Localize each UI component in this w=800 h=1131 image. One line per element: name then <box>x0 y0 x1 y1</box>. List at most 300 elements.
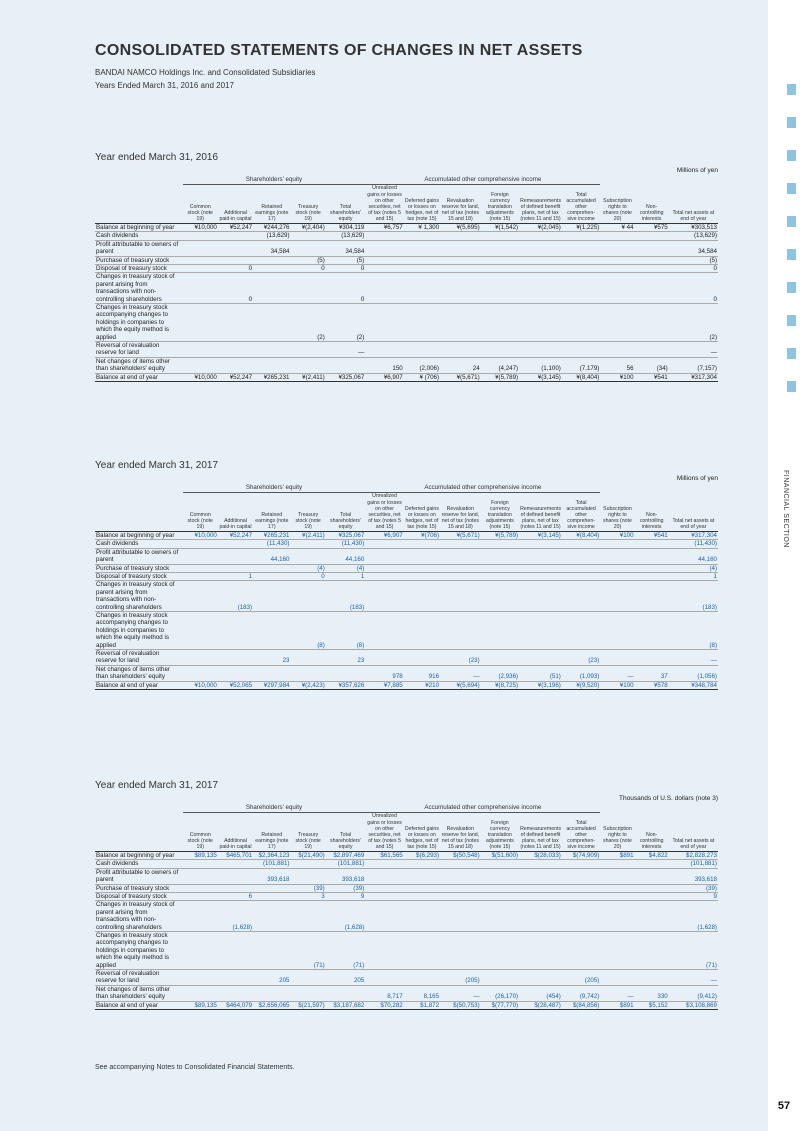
table-cell <box>253 357 290 373</box>
table-cell: $(51,600) <box>481 851 519 859</box>
table-cell: $891 <box>600 851 634 859</box>
column-header: Additional paid-in capital <box>219 209 252 222</box>
table-cell: (71) <box>669 932 718 970</box>
section-tabs <box>787 84 796 414</box>
table-cell <box>218 548 253 564</box>
table-cell: ¥52,247 <box>218 531 253 539</box>
column-header: Remeasurements of defined benefit plans, net of tax (notes 11 and 15) <box>520 825 562 850</box>
column-header: Total net assets at end of year <box>672 209 715 222</box>
section-tab[interactable] <box>787 216 796 227</box>
table-cell: ¥(8,404) <box>562 531 601 539</box>
column-header: Subscription rights to shares (note 20) <box>603 825 632 850</box>
table-cell: ¥(2,404) <box>291 223 326 231</box>
row-label: Purchase of treasury stock <box>95 884 183 892</box>
table-cell <box>365 232 403 240</box>
group-header-shareholders-equity: Shareholders' equity <box>183 804 366 813</box>
table-cell: ¥ 1,300 <box>404 223 440 231</box>
table-cell: (183) <box>669 581 718 612</box>
table-cell <box>519 342 562 358</box>
table-cell <box>481 548 519 564</box>
row-label: Reversal of revaluation reserve for land <box>95 650 183 666</box>
column-header: Non-controlling interests <box>639 203 664 222</box>
table-cell <box>253 265 290 273</box>
row-label: Reversal of revaluation reserve for land <box>95 970 183 986</box>
table-cell: 23 <box>326 650 366 666</box>
table-cell: ¥(5,671) <box>440 373 481 381</box>
table-cell <box>218 357 253 373</box>
table-row <box>95 564 718 572</box>
table-cell <box>440 540 481 548</box>
table-cell <box>291 985 326 1001</box>
table-cell <box>635 860 669 868</box>
table-cell: — <box>440 665 481 681</box>
table-cell <box>440 884 481 892</box>
table-cell <box>562 860 601 868</box>
table-cell <box>600 868 634 884</box>
column-header: Foreign currency translation adjustments (note 15) <box>485 819 514 850</box>
section-tab[interactable] <box>787 150 796 161</box>
table-cell <box>183 884 218 892</box>
table-cell: $(28,487) <box>519 1001 562 1009</box>
table-cell: ¥(5,671) <box>440 531 481 539</box>
table-cell <box>365 650 403 666</box>
row-label: Purchase of treasury stock <box>95 564 183 572</box>
table-cell <box>326 985 366 1001</box>
table-row <box>95 273 718 304</box>
table-cell <box>365 540 403 548</box>
table-cell <box>218 564 253 572</box>
table-cell: (34) <box>635 357 669 373</box>
table-cell <box>519 573 562 581</box>
row-label: Purchase of treasury stock <box>95 256 183 264</box>
table-cell: 0 <box>291 265 326 273</box>
table-cell <box>519 650 562 666</box>
table-cell <box>404 256 440 264</box>
table-cell <box>218 256 253 264</box>
table-cell: 1 <box>218 573 253 581</box>
table-cell <box>365 304 403 342</box>
table-cell <box>519 304 562 342</box>
table-cell <box>291 342 326 358</box>
table-cell: 37 <box>635 665 669 681</box>
row-label: Profit attributable to owners of parent <box>95 548 183 564</box>
table-cell <box>519 265 562 273</box>
table-cell: (5) <box>326 256 366 264</box>
table-cell: (51) <box>519 665 562 681</box>
page-title: CONSOLIDATED STATEMENTS OF CHANGES IN NET ASSETS <box>95 42 583 59</box>
table-cell <box>404 342 440 358</box>
table-cell: ¥10,000 <box>183 373 218 381</box>
table-cell <box>481 612 519 650</box>
table-cell <box>440 564 481 572</box>
table-cell: (26,170) <box>481 985 519 1001</box>
table-cell: 0 <box>218 265 253 273</box>
row-label: Disposal of treasury stock <box>95 893 183 901</box>
table-cell: 44,160 <box>326 548 366 564</box>
table-cell <box>183 357 218 373</box>
table-cell <box>404 581 440 612</box>
table-cell <box>291 540 326 548</box>
table-cell <box>600 932 634 970</box>
section-tab[interactable] <box>787 84 796 95</box>
table-cell <box>253 581 290 612</box>
table-cell <box>365 860 403 868</box>
section-tab[interactable] <box>787 282 796 293</box>
table-cell: 23 <box>253 650 290 666</box>
table-cell <box>183 860 218 868</box>
table-cell <box>365 573 403 581</box>
table-cell: (2,006) <box>404 357 440 373</box>
table-row <box>95 612 718 650</box>
table-cell <box>183 540 218 548</box>
table-cell: 34,584 <box>326 240 366 256</box>
table-cell <box>600 650 634 666</box>
table-cell <box>291 860 326 868</box>
table-cell <box>481 970 519 986</box>
column-header: Total accumulated other comprehen-sive income <box>566 819 596 850</box>
table-cell: ¥52,065 <box>218 681 253 689</box>
table-row <box>95 581 718 612</box>
table-cell <box>404 240 440 256</box>
table-cell: (101,881) <box>326 860 366 868</box>
table-cell <box>253 573 290 581</box>
table-cell <box>404 860 440 868</box>
table-cell <box>635 304 669 342</box>
table-cell: ¥10,000 <box>183 223 218 231</box>
table-cell <box>218 860 253 868</box>
table-cell <box>253 893 290 901</box>
table-cell <box>519 901 562 932</box>
table-cell <box>635 970 669 986</box>
table-cell: 1 <box>669 573 718 581</box>
table-cell <box>519 893 562 901</box>
table-cell: (205) <box>440 970 481 986</box>
table-row <box>95 531 718 539</box>
table-cell: 393,618 <box>669 868 718 884</box>
column-header: Unrealized gains or losses on other securities, net of tax (notes 5 and 15) <box>367 185 402 222</box>
table-cell <box>600 232 634 240</box>
table-cell <box>600 540 634 548</box>
table-cell <box>440 240 481 256</box>
table-cell: ¥575 <box>635 223 669 231</box>
table-cell <box>253 256 290 264</box>
table-cell <box>635 581 669 612</box>
table-row <box>95 985 718 1001</box>
column-header: Subscription rights to shares (note 20) <box>603 197 632 222</box>
table-cell: ¥(2,411) <box>291 531 326 539</box>
table-row <box>95 256 718 264</box>
table-cell <box>440 860 481 868</box>
table-row <box>95 265 718 273</box>
table-cell <box>519 970 562 986</box>
table-cell: (8) <box>291 612 326 650</box>
table-cell <box>481 573 519 581</box>
table-cell: (13,629) <box>253 232 290 240</box>
table-cell: (454) <box>519 985 562 1001</box>
table-cell <box>600 240 634 256</box>
table-cell <box>562 540 601 548</box>
table-cell <box>365 256 403 264</box>
table-cell <box>635 540 669 548</box>
column-header: Deferred gains or losses on hedges, net of tax (note 15) <box>404 825 439 850</box>
table-cell <box>519 612 562 650</box>
table-cell <box>635 232 669 240</box>
table-cell <box>519 860 562 868</box>
section-tab[interactable] <box>787 315 796 326</box>
table-cell: (13,629) <box>326 232 366 240</box>
column-header: Retained earnings (note 17) <box>255 511 289 530</box>
table-row <box>95 240 718 256</box>
table-cell <box>562 304 601 342</box>
table-cell <box>481 265 519 273</box>
table-cell: ¥6,907 <box>365 373 403 381</box>
table-cell <box>365 884 403 892</box>
column-header: Treasury stock (note 19) <box>295 831 321 850</box>
column-header: Subscription rights to shares (note 20) <box>603 505 632 530</box>
table-cell <box>562 868 601 884</box>
row-label: Net changes of items other than shareholders' equity <box>95 985 183 1001</box>
table-cell: 44,160 <box>253 548 290 564</box>
table-cell <box>365 893 403 901</box>
column-header: Treasury stock (note 19) <box>295 203 321 222</box>
table-cell <box>519 884 562 892</box>
table-cell: 0 <box>291 573 326 581</box>
table-cell <box>291 232 326 240</box>
table-cell: ¥100 <box>600 373 634 381</box>
table-cell <box>183 612 218 650</box>
table-cell <box>404 232 440 240</box>
table-cell: $3,108,869 <box>669 1001 718 1009</box>
table-cell <box>183 985 218 1001</box>
table-cell: 34,584 <box>669 240 718 256</box>
section-tab[interactable] <box>787 183 796 194</box>
table-cell <box>440 901 481 932</box>
table-cell <box>404 564 440 572</box>
table-cell: ¥578 <box>635 681 669 689</box>
table-cell <box>562 612 601 650</box>
table-cell <box>440 342 481 358</box>
table-cell: $70,282 <box>365 1001 403 1009</box>
table-cell: ¥(8,404) <box>562 373 601 381</box>
table-cell <box>481 901 519 932</box>
section-tab[interactable] <box>787 381 796 392</box>
statement-section <box>95 152 718 382</box>
table-cell: (4) <box>669 564 718 572</box>
table-cell <box>635 884 669 892</box>
table-cell <box>183 240 218 256</box>
table-cell <box>635 573 669 581</box>
table-cell <box>365 612 403 650</box>
table-cell: ¥348,784 <box>669 681 718 689</box>
table-cell: 205 <box>326 970 366 986</box>
table-cell <box>291 581 326 612</box>
table-row <box>95 884 718 892</box>
table-cell: (2,936) <box>481 665 519 681</box>
table-cell <box>218 342 253 358</box>
table-cell <box>519 232 562 240</box>
table-cell <box>600 342 634 358</box>
table-cell <box>600 893 634 901</box>
table-cell <box>519 868 562 884</box>
table-cell <box>600 901 634 932</box>
table-cell <box>440 581 481 612</box>
table-cell: ¥(1,225) <box>562 223 601 231</box>
table-cell: — <box>669 650 718 666</box>
table-cell: 393,618 <box>326 868 366 884</box>
table-cell: $2,828,273 <box>669 851 718 859</box>
table-cell: $2,364,123 <box>253 851 290 859</box>
table-cell <box>440 232 481 240</box>
table-cell <box>365 970 403 986</box>
table-cell <box>326 665 366 681</box>
table-cell <box>365 548 403 564</box>
column-header: Unrealized gains or losses on other securities, net of tax (notes 5 and 15) <box>367 813 402 850</box>
column-header: Revaluation reserve for land, net of tax (notes 15 and 18) <box>441 197 480 222</box>
table-cell: 0 <box>669 273 718 304</box>
table-cell <box>218 650 253 666</box>
table-cell <box>365 240 403 256</box>
table-cell <box>600 860 634 868</box>
table-cell <box>218 612 253 650</box>
table-cell: (1,093) <box>562 665 601 681</box>
table-cell <box>635 342 669 358</box>
table-cell <box>600 265 634 273</box>
row-label: Balance at beginning of year <box>95 851 183 859</box>
table-cell <box>600 564 634 572</box>
table-cell <box>519 240 562 256</box>
table-cell <box>183 256 218 264</box>
table-cell <box>183 901 218 932</box>
table-cell: $(28,033) <box>519 851 562 859</box>
table-cell: 1 <box>326 573 366 581</box>
table-cell: (71) <box>291 932 326 970</box>
column-header: Unrealized gains or losses on other securities, net of tax (notes 5 and 15) <box>367 493 402 530</box>
table-cell: ¥317,304 <box>669 531 718 539</box>
table-cell <box>183 573 218 581</box>
section-tab[interactable] <box>787 117 796 128</box>
table-cell: (183) <box>218 581 253 612</box>
table-cell <box>562 564 601 572</box>
column-header: Foreign currency translation adjustments (note 15) <box>485 191 514 222</box>
column-header: Deferred gains or losses on hedges, net of tax (note 15) <box>404 197 439 222</box>
table-cell <box>519 540 562 548</box>
table-cell <box>365 564 403 572</box>
table-cell: (5) <box>291 256 326 264</box>
table-cell: $61,565 <box>365 851 403 859</box>
table-cell: 978 <box>365 665 403 681</box>
table-cell <box>404 573 440 581</box>
table-row <box>95 901 718 932</box>
section-title: Year ended March 31, 2017 <box>95 780 219 791</box>
table-cell <box>635 612 669 650</box>
section-tab[interactable] <box>787 348 796 359</box>
table-cell: 44,160 <box>669 548 718 564</box>
table-cell <box>635 893 669 901</box>
table-cell: (1,056) <box>669 665 718 681</box>
table-cell: $2,897,469 <box>326 851 366 859</box>
table-cell <box>635 256 669 264</box>
table-cell: ¥(1,542) <box>481 223 519 231</box>
table-cell <box>519 273 562 304</box>
footnote: See accompanying Notes to Consolidated Financial Statements. <box>95 1064 295 1071</box>
table-cell <box>562 240 601 256</box>
column-header: Non-controlling interests <box>639 831 664 850</box>
table-cell <box>218 970 253 986</box>
table-cell <box>519 548 562 564</box>
table-cell <box>481 564 519 572</box>
row-label: Balance at end of year <box>95 373 183 381</box>
table-cell: $(84,856) <box>562 1001 601 1009</box>
table-cell: (4) <box>326 564 366 572</box>
table-cell <box>291 901 326 932</box>
table-cell <box>404 901 440 932</box>
table-cell <box>562 256 601 264</box>
group-header-aoci: Accumulated other comprehensive income <box>365 804 600 813</box>
table-cell: 330 <box>635 985 669 1001</box>
table-cell: ¥(706) <box>404 531 440 539</box>
table-cell <box>253 985 290 1001</box>
table-cell <box>481 240 519 256</box>
table-cell: (205) <box>562 970 601 986</box>
table-cell: (11,430) <box>669 540 718 548</box>
column-header: Deferred gains or losses on hedges, net of tax (note 15) <box>404 505 439 530</box>
table-cell <box>481 256 519 264</box>
table-cell: ¥10,000 <box>183 681 218 689</box>
table-row <box>95 548 718 564</box>
table-cell: (39) <box>669 884 718 892</box>
table-cell: (23) <box>562 650 601 666</box>
table-cell: — <box>600 985 634 1001</box>
table-cell <box>365 901 403 932</box>
table-cell <box>562 265 601 273</box>
table-cell <box>291 650 326 666</box>
column-header: Additional paid-in capital <box>219 837 252 850</box>
table-cell <box>291 868 326 884</box>
table-cell <box>562 932 601 970</box>
table-cell: ¥(5,789) <box>481 531 519 539</box>
table-cell <box>440 868 481 884</box>
column-header: Remeasurements of defined benefit plans, net of tax (notes 11 and 15) <box>520 505 562 530</box>
table-cell <box>519 581 562 612</box>
table-cell: (5) <box>669 256 718 264</box>
table-cell <box>404 893 440 901</box>
statement-section <box>95 780 718 1010</box>
table-cell <box>218 240 253 256</box>
table-cell <box>183 548 218 564</box>
table-cell: 9 <box>669 893 718 901</box>
table-cell <box>404 273 440 304</box>
table-cell <box>519 932 562 970</box>
table-cell <box>440 548 481 564</box>
row-label: Balance at end of year <box>95 1001 183 1009</box>
row-label: Disposal of treasury stock <box>95 573 183 581</box>
table-cell: ¥541 <box>635 531 669 539</box>
table-cell <box>218 304 253 342</box>
table-cell <box>562 273 601 304</box>
table-cell <box>183 564 218 572</box>
table-cell <box>218 665 253 681</box>
column-header: Revaluation reserve for land, net of tax (notes 15 and 18) <box>441 505 480 530</box>
section-tab[interactable] <box>787 249 796 260</box>
table-cell: — <box>669 342 718 358</box>
table-cell <box>440 612 481 650</box>
table-cell: ¥(9,520) <box>562 681 601 689</box>
table-cell <box>481 232 519 240</box>
table-cell <box>635 901 669 932</box>
table-cell: ¥265,231 <box>253 531 290 539</box>
table-cell <box>481 893 519 901</box>
table-row <box>95 373 718 381</box>
